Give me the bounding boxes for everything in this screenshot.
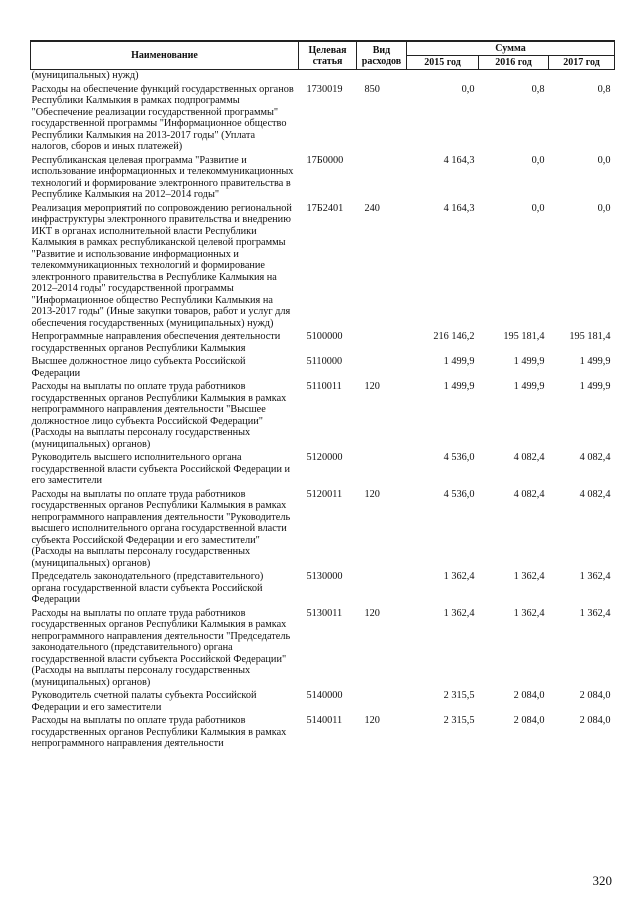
row-sum-2016: 0,8 [531,83,545,95]
header-expense-type: Вид расходов [357,41,407,70]
row-sum-2016: 0,0 [531,154,545,166]
row-sum-2017: 0,0 [597,154,611,166]
row-sum-2015 [407,70,479,84]
budget-table-page [30,40,614,752]
row-expense-type: 120 [364,715,380,726]
row-sum-2015: 1 362,4 [443,607,475,619]
row-sum-2016: 195 181,4 [503,331,545,342]
row-target-article: 5100000 [306,331,343,342]
row-target-article: 5130000 [306,571,343,582]
row-target-article: 1730019 [306,83,343,95]
table-body [31,70,615,752]
table-header [31,41,615,70]
row-sum-2017: 0,8 [597,83,611,95]
row-sum-2015: 4 536,0 [443,452,475,463]
row-sum-2016: 1 362,4 [513,607,545,619]
table-row [31,571,615,608]
row-sum-2015: 0,0 [461,83,475,95]
row-sum-2017: 2 084,0 [579,715,611,726]
row-sum-2017: 1 362,4 [579,607,611,619]
row-target-article: 5120000 [306,452,343,463]
row-expense-type: 240 [364,202,380,214]
header-name: Наименование [31,41,299,70]
row-sum-2016: 4 082,4 [513,488,545,500]
table-row [31,155,615,203]
row-sum-2015: 2 315,5 [443,690,475,701]
row-expense-type [357,155,407,203]
row-sum-2016: 4 082,4 [513,452,545,463]
row-expense-type: 120 [364,488,380,500]
row-name: Республиканская целевая программа "Развитие и использование информационных и телекоммуникационных технологий и формирование электронного правительства в Республике Калмыкия на 2012–2014 годы" [31,154,294,200]
row-expense-type [357,452,407,489]
row-sum-2016: 0,0 [531,202,545,214]
row-sum-2015: 2 315,5 [443,715,475,726]
table-row [31,489,615,572]
row-target-article: 5110011 [306,381,342,392]
table-row [31,690,615,715]
row-name: Расходы на выплаты по оплате труда работников государственных органов Республики Калмыкия в рамках непрограммного направления деятельности "Высшее должностное лицо субъекта Российской Федерации"(Расходы на выплаты персоналу государственных (муниципальных) органов) [31,381,287,450]
row-expense-type [357,356,407,381]
row-expense-type: 120 [364,607,380,619]
table-row [31,715,615,752]
budget-table [30,40,615,752]
row-sum-2017: 0,0 [597,202,611,214]
row-target-article: 17Б0000 [306,154,344,166]
row-sum-2017: 1 499,9 [579,356,611,367]
row-sum-2015: 1 499,9 [443,356,475,367]
header-year-2017: 2017 год [549,56,615,70]
row-sum-2015: 1 499,9 [443,381,475,392]
row-name: Расходы на выплаты по оплате труда работников государственных органов Республики Калмыкия в рамках непрограммного направления деятельности "Руководитель высшего исполнительного органа государственной власти субъекта Российской Федерации и его заместители" (Расходы на выплаты персоналу государственных (муниципальных) органов) [31,488,291,569]
table-row [31,452,615,489]
row-sum-2016: 1 499,9 [513,356,545,367]
table-row [31,84,615,155]
row-sum-2017: 195 181,4 [569,331,611,342]
row-name: Руководитель высшего исполнительного органа государственной власти субъекта Российской Федерации и его заместители [31,452,291,486]
row-name: Председатель законодательного (представительного) органа государственной власти субъекта Российской Федерации [31,571,264,605]
row-sum-2015: 4 164,3 [443,202,475,214]
table-row [31,203,615,332]
row-name: Реализация мероприятий по сопровождению региональной инфраструктуры электронного правительства и внедрению ИКТ в органах исполнительной власти Республики Калмыкия в рамках республиканской целевой программы "Развитие и использование информационных и телекоммуникационных технологий и формирование электронного правительства в Республике Калмыкия на 2012–2014 годы" государственной программы "Информационное общество Республики Калмыкия на 2013-2017 годы" (Иные закупки товаров, работ и услуг для обеспечения государственных (муниципальных) нужд) [31,202,292,329]
row-name: Расходы на выплаты по оплате труда работников государственных органов Республики Калмыкия в рамках непрограммного направления деятельности "Председатель законодательного (представительного) органа государственной власти субъекта Российской Федерации" (Расходы на выплаты персоналу государственных (муниципальных) органов) [31,607,291,688]
row-sum-2017 [549,70,615,84]
row-sum-2015: 1 362,4 [443,571,475,582]
row-target-article: 5140011 [306,715,343,726]
row-expense-type [357,690,407,715]
row-target-article: 17Б2401 [306,202,344,214]
row-name: Расходы на обеспечение функций государственных органов Республики Калмыкия в рамках подпрограммы "Обеспечение реализации государственной программы" государственной программы "Информационное общество Республики Калмыкия на 2013-2017 годы" (Уплата налогов, сборов и иных платежей) [31,83,294,152]
row-name: Высшее должностное лицо субъекта Российской Федерации [31,356,246,379]
row-sum-2017: 1 362,4 [579,571,611,582]
header-year-2015: 2015 год [407,56,479,70]
row-expense-type [357,331,407,356]
row-sum-2016: 2 084,0 [513,690,545,701]
table-row [31,331,615,356]
row-target-article: 5110000 [306,356,343,367]
row-sum-2015: 216 146,2 [433,331,475,342]
table-row [31,70,615,84]
row-expense-type [357,571,407,608]
row-sum-2016: 1 362,4 [513,571,545,582]
row-name: (муниципальных) нужд) [31,70,139,81]
row-sum-2016 [479,70,549,84]
row-target-article [299,70,357,84]
row-sum-2017: 2 084,0 [579,690,611,701]
row-expense-type: 850 [364,83,380,95]
row-target-article: 5130011 [306,607,343,619]
row-sum-2016: 1 499,9 [513,381,545,392]
table-row [31,356,615,381]
row-sum-2015: 4 536,0 [443,488,475,500]
row-sum-2017: 1 499,9 [579,381,611,392]
row-name: Непрограммные направления обеспечения деятельности государственных органов Республики Калмыкия [31,331,281,354]
row-sum-2016: 2 084,0 [513,715,545,726]
row-name: Расходы на выплаты по оплате труда работников государственных органов Республики Калмыкия в рамках непрограммного направления деятельности [31,715,287,749]
header-sum: Сумма [407,41,615,56]
row-target-article: 5140000 [306,690,343,701]
row-name: Руководитель счетной палаты субъекта Российской Федерации и его заместители [31,690,257,713]
row-expense-type: 120 [364,381,380,392]
table-row [31,381,615,452]
page-number: 320 [592,873,612,888]
row-sum-2015: 4 164,3 [443,154,475,166]
row-sum-2017: 4 082,4 [579,452,611,463]
row-sum-2017: 4 082,4 [579,488,611,500]
table-row [31,608,615,691]
row-expense-type [357,70,407,84]
header-target-article: Целевая статья [299,41,357,70]
row-target-article: 5120011 [306,488,343,500]
header-year-2016: 2016 год [479,56,549,70]
